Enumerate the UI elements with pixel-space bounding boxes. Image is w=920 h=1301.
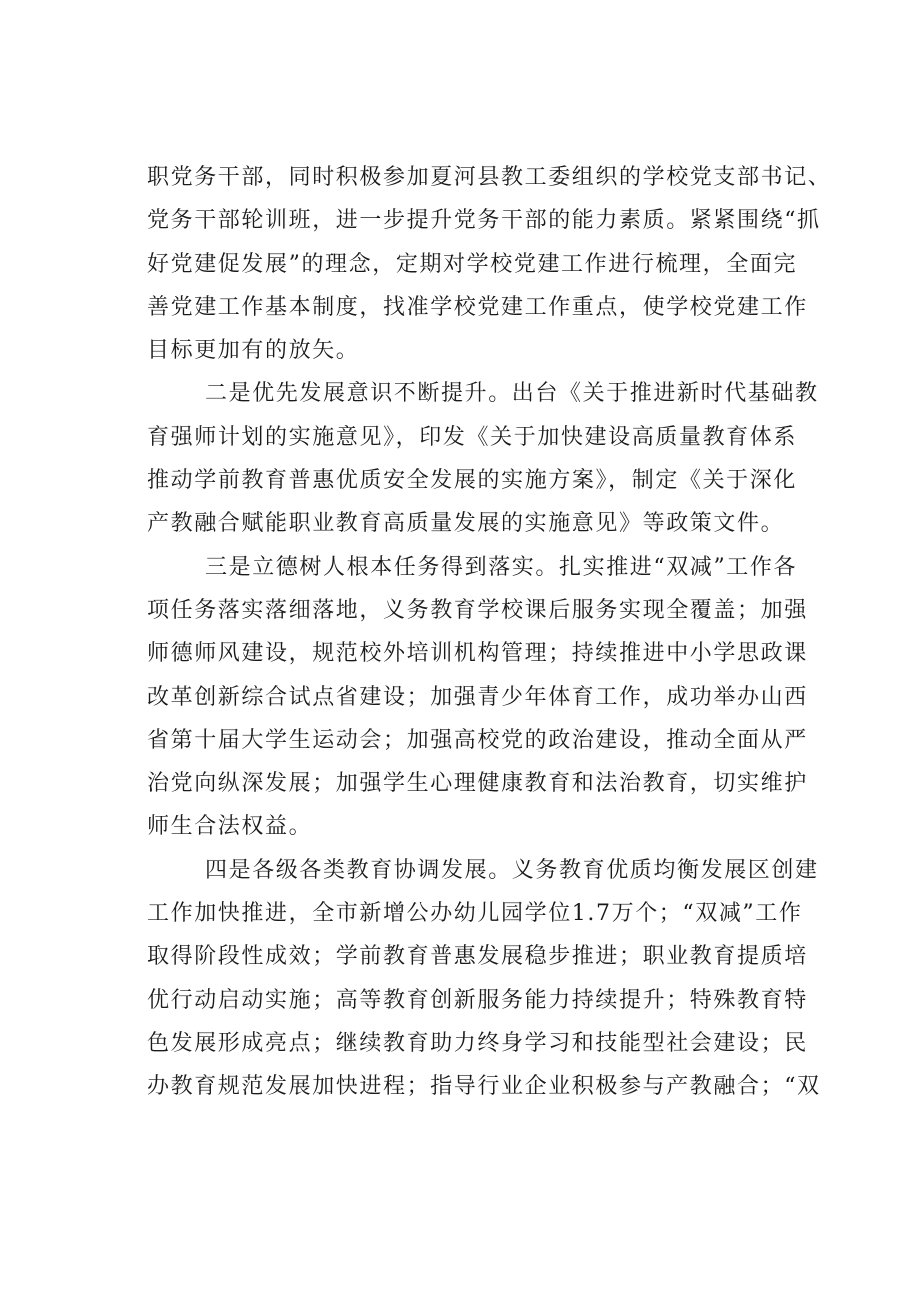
text-line: 办教育规范发展加快进程；指导行业企业积极参与产教融合；“双	[147, 1074, 821, 1100]
text-line: 推动学前教育普惠优质安全发展的实施方案》，制定《关于深化	[147, 468, 797, 494]
text-line: 师生合法权益。	[147, 814, 313, 840]
text-line: 改革创新综合试点省建设；加强青少年体育工作，成功举办山西	[147, 684, 808, 710]
text-line: 优行动启动实施；高等教育创新服务能力持续提升；特殊教育特	[147, 987, 808, 1013]
text-line: 色发展形成亮点；继续教育助力终身学习和技能型社会建设；民	[147, 1030, 808, 1056]
text-line: 项任务落实落细落地，义务教育学校课后服务实现全覆盖；加强	[147, 597, 808, 623]
text-line: 四是各级各类教育协调发展。义务教育优质均衡发展区创建	[205, 857, 819, 883]
paragraph-3	[147, 546, 808, 849]
text-line: 好党建促发展”的理念，定期对学校党建工作进行梳理，全面完	[147, 251, 798, 277]
text-line: 取得阶段性成效；学前教育普惠发展稳步推进；职业教育提质培	[147, 944, 808, 970]
paragraph-2	[147, 372, 819, 545]
text-line: 产教融合赋能职业教育高质量发展的实施意见》等政策文件。	[147, 511, 785, 537]
text-line: 二是优先发展意识不断提升。出台《关于推进新时代基础教	[205, 381, 819, 407]
text-line: 师德师风建设，规范校外培训机构管理；持续推进中小学思政课	[147, 641, 808, 667]
text-line: 党务干部轮训班，进一步提升党务干部的能力素质。紧紧围绕“抓	[147, 208, 821, 234]
text-line: 治党向纵深发展；加强学生心理健康教育和法治教育，切实维护	[147, 771, 808, 797]
paragraph-4	[147, 849, 821, 1109]
text-line: 善党建工作基本制度，找准学校党建工作重点，使学校党建工作	[147, 294, 808, 320]
paragraph-1	[147, 156, 832, 372]
text-line: 职党务干部，同时积极参加夏河县教工委组织的学校党支部书记、	[147, 165, 832, 190]
text-line: 育强师计划的实施意见》，印发《关于加快建设高质量教育体系	[147, 424, 797, 450]
text-line: 目标更加有的放矢。	[147, 338, 360, 364]
text-line: 省第十届大学生运动会；加强高校党的政治建设，推动全面从严	[147, 727, 808, 753]
document-body	[147, 156, 832, 1109]
text-line: 工作加快推进，全市新增公办幼儿园学位1.7万个；“双减”工作	[147, 901, 803, 927]
text-line: 三是立德树人根本任务得到落实。扎实推进“双减”工作各	[205, 554, 798, 580]
